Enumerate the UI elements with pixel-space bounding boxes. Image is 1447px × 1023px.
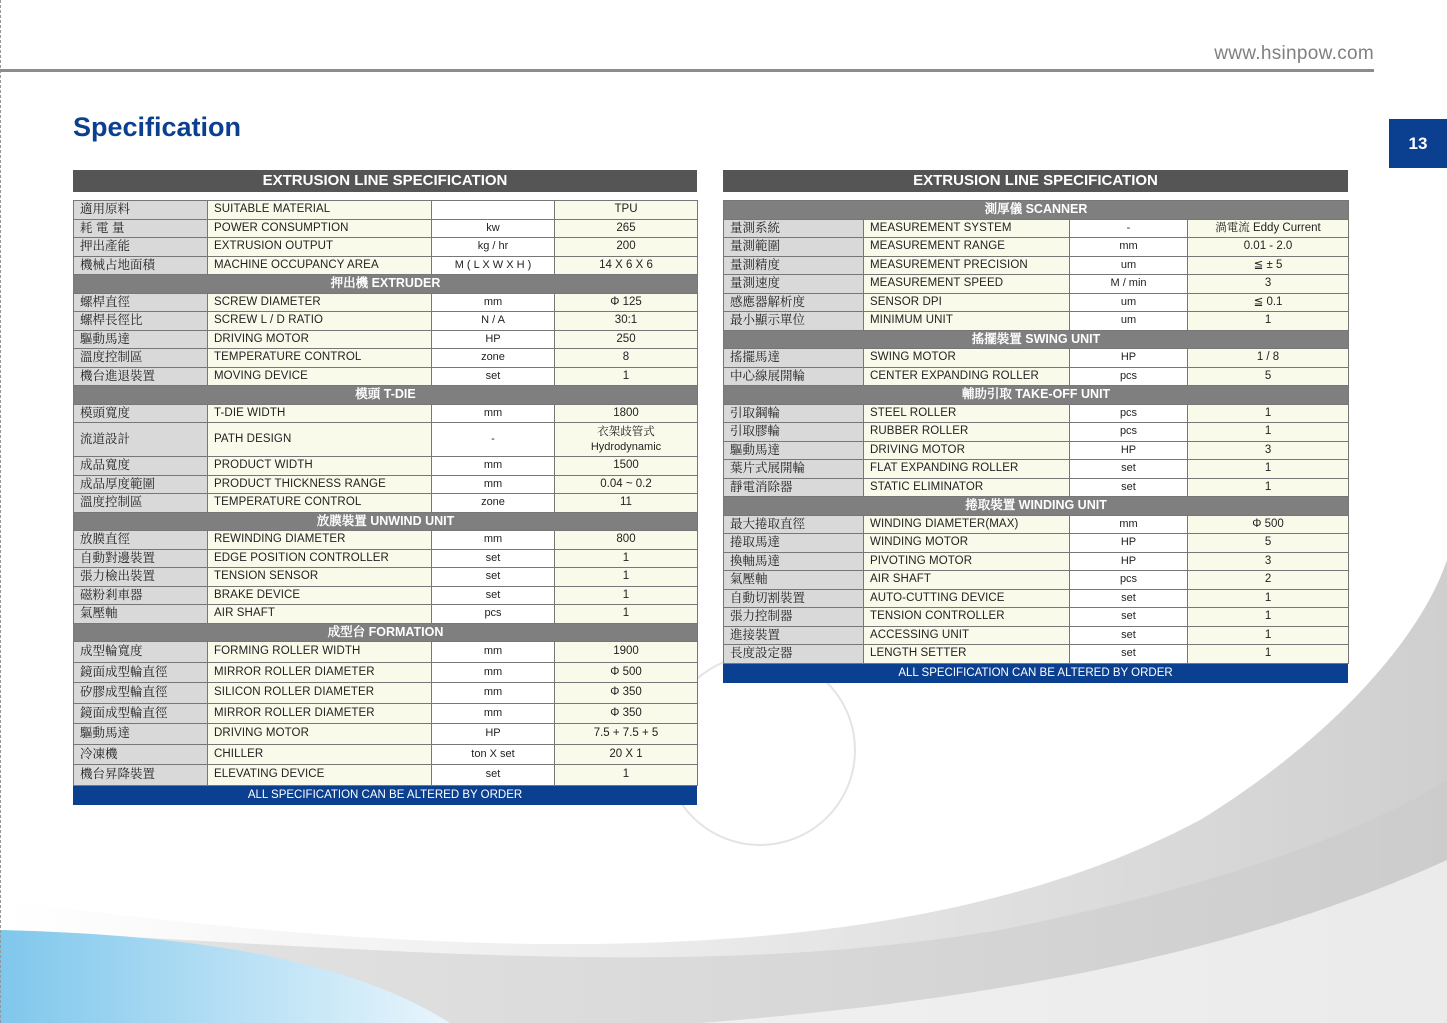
spec-value: 1 <box>1188 589 1349 608</box>
spec-value: 1 <box>555 367 698 386</box>
spec-unit: kg / hr <box>432 238 555 257</box>
spec-value-line2: Hydrodynamic <box>590 440 662 453</box>
spec-row <box>724 515 1349 534</box>
spec-value: 1 <box>1188 626 1349 645</box>
spec-value: 0.01 - 2.0 <box>1188 238 1349 257</box>
spec-name-zh: 螺桿直徑 <box>74 293 208 312</box>
spec-row <box>724 571 1349 590</box>
spec-unit: pcs <box>432 605 555 624</box>
spec-row <box>74 568 698 587</box>
spec-unit: mm <box>432 457 555 476</box>
spec-row <box>724 256 1349 275</box>
spec-name-zh: 成型輪寬度 <box>74 642 208 663</box>
spec-name-en: SCREW L / D RATIO <box>208 312 432 331</box>
spec-value: 3 <box>1188 552 1349 571</box>
spec-value: Φ 500 <box>1188 515 1349 534</box>
spec-name-en: MEASUREMENT SYSTEM <box>864 219 1070 238</box>
spec-unit: HP <box>1070 349 1188 368</box>
spec-name-zh: 量測精度 <box>724 256 864 275</box>
spec-value: 0.04 ~ 0.2 <box>555 475 698 494</box>
spec-row <box>724 238 1349 257</box>
spec-name-zh: 鏡面成型輪直徑 <box>74 662 208 683</box>
spec-name-en: ELEVATING DEVICE <box>208 765 432 786</box>
spec-unit: ton X set <box>432 744 555 765</box>
spec-value: ≦ ± 5 <box>1188 256 1349 275</box>
spec-name-en: STATIC ELIMINATOR <box>864 478 1070 497</box>
spec-row <box>724 478 1349 497</box>
spec-unit: set <box>1070 626 1188 645</box>
spec-unit: um <box>1070 293 1188 312</box>
spec-name-zh: 押出產能 <box>74 238 208 257</box>
spec-row <box>74 724 698 745</box>
spec-name-zh: 適用原料 <box>74 201 208 220</box>
spec-unit: HP <box>432 330 555 349</box>
right-table-title: EXTRUSION LINE SPECIFICATION <box>723 170 1348 192</box>
spec-row <box>74 423 698 457</box>
spec-unit: pcs <box>1070 423 1188 442</box>
spec-unit: mm <box>432 531 555 550</box>
spec-value: ≦ 0.1 <box>1188 293 1349 312</box>
spec-unit: pcs <box>1070 571 1188 590</box>
spec-name-en: T-DIE WIDTH <box>208 404 432 423</box>
spec-name-zh: 耗 電 量 <box>74 219 208 238</box>
spec-row <box>724 552 1349 571</box>
spec-name-en: MOVING DEVICE <box>208 367 432 386</box>
spec-value: 1 <box>1188 404 1349 423</box>
spec-name-zh: 機台昇降裝置 <box>74 765 208 786</box>
spec-value: 1 <box>555 605 698 624</box>
spec-value: 1 <box>555 586 698 605</box>
section-title: 模頭 T-DIE <box>74 386 698 405</box>
spec-unit: M ( L X W X H ) <box>432 256 555 275</box>
spec-row <box>74 765 698 786</box>
right-footer-note: ALL SPECIFICATION CAN BE ALTERED BY ORDER <box>723 664 1348 683</box>
spec-name-en: SUITABLE MATERIAL <box>208 201 432 220</box>
spec-unit: HP <box>432 724 555 745</box>
spec-name-en: WINDING MOTOR <box>864 534 1070 553</box>
spec-value: Φ 350 <box>555 703 698 724</box>
spec-name-en: DRIVING MOTOR <box>208 330 432 349</box>
left-table-title: EXTRUSION LINE SPECIFICATION <box>73 170 697 192</box>
spec-name-en: AIR SHAFT <box>864 571 1070 590</box>
spec-value: 1500 <box>555 457 698 476</box>
spec-value: 1 / 8 <box>1188 349 1349 368</box>
spec-name-en: RUBBER ROLLER <box>864 423 1070 442</box>
spec-name-en: STEEL ROLLER <box>864 404 1070 423</box>
spec-name-zh: 自動切割裝置 <box>724 589 864 608</box>
spec-unit: mm <box>1070 515 1188 534</box>
spec-row <box>74 256 698 275</box>
spec-unit: set <box>1070 608 1188 627</box>
spec-value: 渦電流 Eddy Current <box>1188 219 1349 238</box>
spec-value: 1 <box>1188 645 1349 664</box>
spec-value: 3 <box>1188 275 1349 294</box>
spec-value: TPU <box>555 201 698 220</box>
spec-row <box>74 586 698 605</box>
page-edge-dashed-line <box>0 0 1 1023</box>
spec-row <box>724 293 1349 312</box>
spec-value: Φ 350 <box>555 683 698 704</box>
spec-unit: pcs <box>1070 404 1188 423</box>
spec-row <box>724 404 1349 423</box>
spec-unit: set <box>432 568 555 587</box>
spec-name-zh: 溫度控制區 <box>74 349 208 368</box>
spec-row <box>74 531 698 550</box>
spec-name-zh: 中心線展開輪 <box>724 367 864 386</box>
spec-unit: pcs <box>1070 367 1188 386</box>
spec-unit: um <box>1070 312 1188 331</box>
spec-value: Φ 125 <box>555 293 698 312</box>
section-title: 捲取裝置 WINDING UNIT <box>724 497 1349 516</box>
spec-row <box>724 589 1349 608</box>
spec-name-zh: 驅動馬達 <box>74 330 208 349</box>
spec-name-zh: 引取鋼輪 <box>724 404 864 423</box>
right-spec-table <box>723 200 1349 664</box>
spec-value-line1: 衣架歧管式 <box>597 425 655 438</box>
spec-name-zh: 冷凍機 <box>74 744 208 765</box>
spec-name-en: TEMPERATURE CONTROL <box>208 349 432 368</box>
section-header-row <box>724 386 1349 405</box>
spec-row <box>724 219 1349 238</box>
spec-value: 30:1 <box>555 312 698 331</box>
spec-name-en: WINDING DIAMETER(MAX) <box>864 515 1070 534</box>
spec-unit: - <box>1070 219 1188 238</box>
spec-unit: set <box>432 549 555 568</box>
spec-row <box>74 293 698 312</box>
spec-unit: mm <box>432 293 555 312</box>
spec-unit: set <box>432 367 555 386</box>
spec-name-zh: 成品厚度範圍 <box>74 475 208 494</box>
section-title: 輔助引取 TAKE-OFF UNIT <box>724 386 1349 405</box>
left-footer-note: ALL SPECIFICATION CAN BE ALTERED BY ORDER <box>73 786 697 805</box>
spec-row <box>724 367 1349 386</box>
spec-name-en: FORMING ROLLER WIDTH <box>208 642 432 663</box>
section-header-row <box>74 386 698 405</box>
spec-name-en: SENSOR DPI <box>864 293 1070 312</box>
spec-name-en: MEASUREMENT SPEED <box>864 275 1070 294</box>
section-header-row <box>724 330 1349 349</box>
spec-name-zh: 機台進退裝置 <box>74 367 208 386</box>
section-header-row <box>74 623 698 642</box>
spec-name-zh: 氣壓軸 <box>74 605 208 624</box>
spec-name-en: EDGE POSITION CONTROLLER <box>208 549 432 568</box>
spec-value: 8 <box>555 349 698 368</box>
spec-name-zh: 最小顯示單位 <box>724 312 864 331</box>
spec-name-en: FLAT EXPANDING ROLLER <box>864 460 1070 479</box>
spec-row <box>74 349 698 368</box>
spec-value: 2 <box>1188 571 1349 590</box>
spec-value: 1 <box>555 568 698 587</box>
spec-value: 14 X 6 X 6 <box>555 256 698 275</box>
section-title: 成型台 FORMATION <box>74 623 698 642</box>
spec-unit: HP <box>1070 441 1188 460</box>
spec-row <box>724 349 1349 368</box>
spec-value: 1 <box>1188 460 1349 479</box>
spec-value: 1 <box>1188 312 1349 331</box>
spec-name-en: DRIVING MOTOR <box>864 441 1070 460</box>
section-title: 測厚儀 SCANNER <box>724 201 1349 220</box>
spec-unit: HP <box>1070 552 1188 571</box>
spec-unit: set <box>432 765 555 786</box>
spec-name-zh: 溫度控制區 <box>74 494 208 513</box>
spec-row <box>724 534 1349 553</box>
spec-row <box>724 626 1349 645</box>
spec-unit: mm <box>432 703 555 724</box>
spec-name-zh: 螺桿長徑比 <box>74 312 208 331</box>
spec-unit: set <box>432 586 555 605</box>
spec-unit: set <box>1070 460 1188 479</box>
spec-unit: HP <box>1070 534 1188 553</box>
spec-name-zh: 量測系統 <box>724 219 864 238</box>
spec-row <box>74 330 698 349</box>
spec-row <box>74 494 698 513</box>
section-title: 押出機 EXTRUDER <box>74 275 698 294</box>
spec-name-zh: 驅動馬達 <box>74 724 208 745</box>
spec-name-en: PRODUCT THICKNESS RANGE <box>208 475 432 494</box>
spec-unit: um <box>1070 256 1188 275</box>
spec-row <box>74 312 698 331</box>
spec-value: 1900 <box>555 642 698 663</box>
spec-name-zh: 葉片式展開輪 <box>724 460 864 479</box>
spec-unit: kw <box>432 219 555 238</box>
spec-row <box>74 475 698 494</box>
spec-unit: set <box>1070 645 1188 664</box>
spec-unit: N / A <box>432 312 555 331</box>
spec-value: 1800 <box>555 404 698 423</box>
spec-name-zh: 模頭寬度 <box>74 404 208 423</box>
spec-name-zh: 機械占地面積 <box>74 256 208 275</box>
spec-name-zh: 捲取馬達 <box>724 534 864 553</box>
spec-name-zh: 引取膠輪 <box>724 423 864 442</box>
spec-row <box>74 642 698 663</box>
spec-unit <box>432 201 555 220</box>
spec-row <box>74 404 698 423</box>
spec-value <box>555 423 698 457</box>
spec-name-en: EXTRUSION OUTPUT <box>208 238 432 257</box>
spec-name-en: PIVOTING MOTOR <box>864 552 1070 571</box>
spec-name-zh: 放膜直徑 <box>74 531 208 550</box>
spec-name-zh: 流道設計 <box>74 423 208 457</box>
spec-name-en: TEMPERATURE CONTROL <box>208 494 432 513</box>
spec-name-zh: 靜電消除器 <box>724 478 864 497</box>
spec-row <box>74 201 698 220</box>
spec-value: 800 <box>555 531 698 550</box>
spec-row <box>74 683 698 704</box>
spec-row <box>74 238 698 257</box>
spec-unit: M / min <box>1070 275 1188 294</box>
spec-row <box>74 662 698 683</box>
spec-unit: mm <box>432 662 555 683</box>
spec-value: 5 <box>1188 367 1349 386</box>
right-spec-panel <box>723 170 1348 683</box>
spec-name-en: MIRROR ROLLER DIAMETER <box>208 703 432 724</box>
spec-name-en: TENSION SENSOR <box>208 568 432 587</box>
website-url: www.hsinpow.com <box>1214 43 1374 64</box>
spec-unit: zone <box>432 349 555 368</box>
spec-name-en: LENGTH SETTER <box>864 645 1070 664</box>
spec-unit: zone <box>432 494 555 513</box>
spec-name-zh: 矽膠成型輪直徑 <box>74 683 208 704</box>
spec-row <box>74 703 698 724</box>
spec-name-en: BRAKE DEVICE <box>208 586 432 605</box>
spec-unit: mm <box>432 475 555 494</box>
spec-value: 1 <box>1188 478 1349 497</box>
spec-unit: - <box>432 423 555 457</box>
section-header-row <box>74 275 698 294</box>
spec-value: 250 <box>555 330 698 349</box>
spec-name-en: SWING MOTOR <box>864 349 1070 368</box>
spec-value: 20 X 1 <box>555 744 698 765</box>
spec-row <box>724 460 1349 479</box>
spec-name-en: POWER CONSUMPTION <box>208 219 432 238</box>
section-title: 放膜裝置 UNWIND UNIT <box>74 512 698 531</box>
spec-name-en: ACCESSING UNIT <box>864 626 1070 645</box>
spec-name-zh: 感應器解析度 <box>724 293 864 312</box>
spec-name-en: CENTER EXPANDING ROLLER <box>864 367 1070 386</box>
spec-name-zh: 驅動馬達 <box>724 441 864 460</box>
spec-value: 1 <box>1188 608 1349 627</box>
spec-value: 265 <box>555 219 698 238</box>
left-spec-panel <box>73 170 697 805</box>
spec-name-en: AIR SHAFT <box>208 605 432 624</box>
spec-unit: mm <box>432 404 555 423</box>
spec-value: 1 <box>555 549 698 568</box>
spec-unit: mm <box>432 683 555 704</box>
spec-value: 1 <box>1188 423 1349 442</box>
spec-unit: set <box>1070 589 1188 608</box>
spec-name-en: AUTO-CUTTING DEVICE <box>864 589 1070 608</box>
spec-name-en: MEASUREMENT PRECISION <box>864 256 1070 275</box>
spec-row <box>724 275 1349 294</box>
section-header-row <box>724 201 1349 220</box>
section-header-row <box>724 497 1349 516</box>
spec-row <box>74 367 698 386</box>
section-header-row <box>74 512 698 531</box>
spec-name-zh: 鏡面成型輪直徑 <box>74 703 208 724</box>
spec-name-zh: 磁粉剎車器 <box>74 586 208 605</box>
spec-name-zh: 換軸馬達 <box>724 552 864 571</box>
spec-unit: mm <box>1070 238 1188 257</box>
spec-row <box>724 608 1349 627</box>
spec-value: 7.5 + 7.5 + 5 <box>555 724 698 745</box>
spec-name-en: CHILLER <box>208 744 432 765</box>
spec-unit: mm <box>432 642 555 663</box>
spec-name-en: SCREW DIAMETER <box>208 293 432 312</box>
spec-name-en: MACHINE OCCUPANCY AREA <box>208 256 432 275</box>
header-rule <box>0 69 1374 72</box>
spec-value: 3 <box>1188 441 1349 460</box>
section-title: 搖擺裝置 SWING UNIT <box>724 330 1349 349</box>
spec-row <box>724 441 1349 460</box>
spec-row <box>74 457 698 476</box>
spec-row <box>74 219 698 238</box>
spec-name-en: MEASUREMENT RANGE <box>864 238 1070 257</box>
spec-name-zh: 搖擺馬達 <box>724 349 864 368</box>
spec-row <box>74 605 698 624</box>
left-spec-table <box>73 200 698 786</box>
page-title: Specification <box>73 112 242 142</box>
spec-name-zh: 氣壓軸 <box>724 571 864 590</box>
spec-value: 11 <box>555 494 698 513</box>
spec-unit: set <box>1070 478 1188 497</box>
spec-row <box>724 312 1349 331</box>
spec-name-en: MINIMUM UNIT <box>864 312 1070 331</box>
spec-row <box>724 423 1349 442</box>
spec-name-zh: 長度設定器 <box>724 645 864 664</box>
spec-name-en: TENSION CONTROLLER <box>864 608 1070 627</box>
spec-value: 5 <box>1188 534 1349 553</box>
spec-row <box>74 744 698 765</box>
spec-name-zh: 量測速度 <box>724 275 864 294</box>
spec-name-en: PATH DESIGN <box>208 423 432 457</box>
spec-value: 200 <box>555 238 698 257</box>
spec-name-en: PRODUCT WIDTH <box>208 457 432 476</box>
spec-name-en: REWINDING DIAMETER <box>208 531 432 550</box>
spec-name-zh: 張力檢出裝置 <box>74 568 208 587</box>
spec-name-en: MIRROR ROLLER DIAMETER <box>208 662 432 683</box>
spec-row <box>74 549 698 568</box>
spec-name-zh: 量測範圍 <box>724 238 864 257</box>
spec-value: 1 <box>555 765 698 786</box>
spec-name-zh: 自動對邊裝置 <box>74 549 208 568</box>
spec-name-zh: 張力控制器 <box>724 608 864 627</box>
spec-name-zh: 最大捲取直徑 <box>724 515 864 534</box>
spec-name-en: DRIVING MOTOR <box>208 724 432 745</box>
spec-name-zh: 進接裝置 <box>724 626 864 645</box>
spec-value: Φ 500 <box>555 662 698 683</box>
spec-row <box>724 645 1349 664</box>
spec-name-zh: 成品寬度 <box>74 457 208 476</box>
spec-name-en: SILICON ROLLER DIAMETER <box>208 683 432 704</box>
page-number-badge: 13 <box>1389 119 1447 168</box>
